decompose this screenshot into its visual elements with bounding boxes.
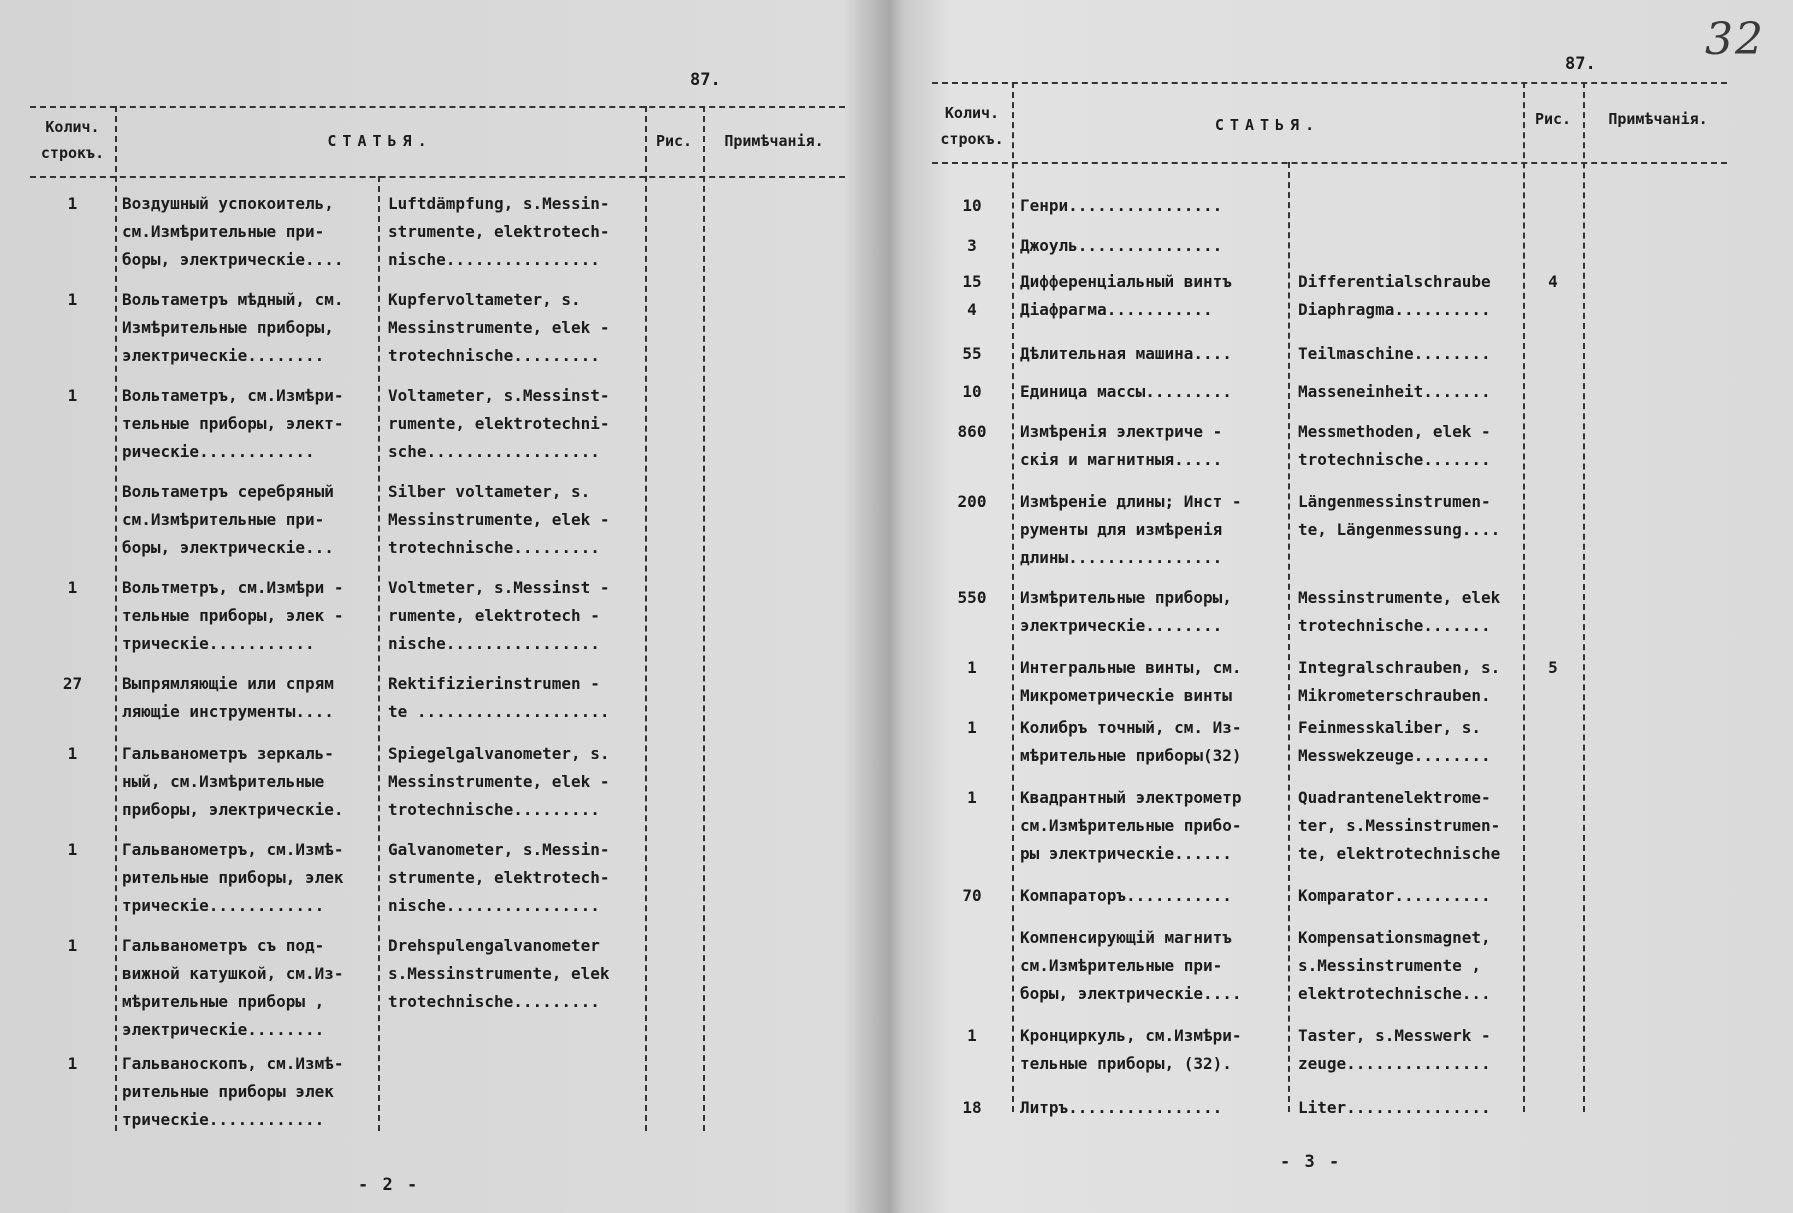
entry-quantity: 1 — [67, 1054, 78, 1073]
entry-russian-term: см.Измѣрительные прибо- — [1020, 816, 1242, 835]
right-page — [888, 0, 1793, 1213]
header-top-rule — [932, 82, 1727, 84]
entry-german-term: Drehspulengalvanometer — [388, 936, 600, 955]
entry-russian-term: Діафрагма........... — [1020, 300, 1213, 319]
header-qty: Колич. строкъ. — [940, 104, 1004, 148]
left-page — [0, 0, 885, 1213]
entry-russian-term: Дѣлительная машина.... — [1020, 344, 1232, 363]
entry-russian-term: Измѣренія электриче - — [1020, 422, 1223, 441]
entry-russian-term: мѣрительные приборы , — [122, 992, 325, 1011]
entry-russian-term: Дифференціальный винтъ — [1020, 272, 1232, 291]
entry-german-term: strumente, elektrotech- — [388, 868, 610, 887]
entry-german-term: elektrotechnische... — [1298, 984, 1491, 1003]
entry-german-term: Diaphragma.......... — [1298, 300, 1491, 319]
entry-german-term: Messwekzeuge........ — [1298, 746, 1491, 765]
entry-german-term: te, Längenmessung.... — [1298, 520, 1501, 539]
entry-german-term: Teilmaschine........ — [1298, 344, 1491, 363]
entry-quantity: 18 — [962, 1098, 982, 1117]
entry-russian-term: мѣрительные приборы(32) — [1020, 746, 1242, 765]
column-divider — [115, 106, 117, 1131]
handwritten-folio-number: 32 — [1705, 14, 1765, 65]
entry-russian-term: боры, электрическіе... — [122, 538, 334, 557]
entry-german-term: Liter............... — [1298, 1098, 1491, 1117]
entry-german-term: nische................ — [388, 250, 600, 269]
entry-quantity: 1 — [67, 936, 78, 955]
column-divider — [1583, 82, 1585, 1112]
entry-quantity: 1 — [967, 788, 977, 807]
entry-german-term: rumente, elektrotechni- — [388, 414, 610, 433]
entry-russian-term: см.Измѣрительные при- — [1020, 956, 1223, 975]
entry-figure-number: 4 — [1548, 272, 1558, 291]
entry-german-term: Rektifizierinstrumen - — [388, 674, 600, 693]
entry-russian-term: вижной катушкой, см.Из- — [122, 964, 344, 983]
entry-german-term: trotechnische......... — [388, 800, 600, 819]
entry-russian-term: Интегральные винты, см. — [1020, 658, 1242, 677]
entry-russian-term: электрическіе........ — [122, 346, 325, 365]
entry-russian-term: ры электрическіе...... — [1020, 844, 1232, 863]
header-notes: Примѣчанія. — [1608, 110, 1708, 128]
entry-russian-term: Кронциркуль, см.Измѣри- — [1020, 1026, 1242, 1045]
entry-german-term: s.Messinstrumente, elek — [388, 964, 610, 983]
entry-german-term: strumente, elektrotech- — [388, 222, 610, 241]
entry-quantity: 1 — [67, 578, 78, 597]
entry-german-term: te .................... — [388, 702, 610, 721]
entry-russian-term: Вольтаметръ серебряный — [122, 482, 334, 501]
entry-german-term: Messinstrumente, elek - — [388, 318, 610, 337]
entry-german-term: Messinstrumente, elek — [1298, 588, 1501, 607]
entry-german-term: Kupfervoltameter, s. — [388, 290, 581, 309]
entry-russian-term: Генри................ — [1020, 196, 1223, 215]
column-divider — [1012, 82, 1014, 1112]
entry-russian-term: Компараторъ........... — [1020, 886, 1232, 905]
header-bottom-rule — [932, 162, 1727, 164]
column-divider — [1288, 162, 1290, 1112]
entry-german-term: Taster, s.Messwerk - — [1298, 1026, 1491, 1045]
entry-russian-term: Выпрямляющіе или спрям — [122, 674, 334, 693]
entry-german-term: sche.................. — [388, 442, 600, 461]
entry-russian-term: Гальванометръ зеркаль- — [122, 744, 334, 763]
entry-quantity: 1 — [67, 386, 78, 405]
entry-russian-term: см.Измѣрительные при- — [122, 222, 325, 241]
entry-russian-term: Вольтаметръ, см.Измѣри- — [122, 386, 344, 405]
entry-quantity: 4 — [967, 300, 977, 319]
column-divider — [645, 106, 647, 1131]
entry-german-term: Masseneinheit....... — [1298, 382, 1491, 401]
entry-german-term: trotechnische......... — [388, 346, 600, 365]
entry-german-term: ter, s.Messinstrumen- — [1298, 816, 1501, 835]
entry-russian-term: Единица массы......... — [1020, 382, 1232, 401]
entry-russian-term: скія и магнитныя..... — [1020, 450, 1223, 469]
entry-german-term: Spiegelgalvanometer, s. — [388, 744, 610, 763]
entry-quantity: 70 — [962, 886, 982, 905]
left-page-top-number: 87. — [690, 70, 721, 90]
entry-russian-term: рительные приборы элек — [122, 1082, 334, 1101]
entry-german-term: Mikrometerschrauben. — [1298, 686, 1491, 705]
entry-quantity: 1 — [67, 290, 78, 309]
entry-quantity: 1 — [67, 194, 78, 213]
right-page-top-number: 87. — [1565, 54, 1596, 74]
column-divider — [1523, 82, 1525, 1112]
entry-russian-term: Гальваноскопъ, см.Измѣ- — [122, 1054, 344, 1073]
left-page-footer: - 2 - — [358, 1175, 420, 1195]
entry-russian-term: Гальванометръ съ под- — [122, 936, 325, 955]
entry-quantity: 1 — [967, 1026, 977, 1045]
entry-german-term: te, elektrotechnische — [1298, 844, 1501, 863]
entry-russian-term: Микрометрическіе винты — [1020, 686, 1232, 705]
entry-russian-term: Измѣрительные приборы, — [1020, 588, 1232, 607]
entry-quantity: 1 — [967, 658, 977, 677]
entry-german-term: Silber voltameter, s. — [388, 482, 591, 501]
entry-russian-term: рительные приборы, элек — [122, 868, 344, 887]
entry-russian-term: электрическіе........ — [1020, 616, 1223, 635]
entry-german-term: Quadrantenelektrome- — [1298, 788, 1491, 807]
entry-german-term: Messinstrumente, elek - — [388, 772, 610, 791]
entry-russian-term: боры, электрическіе.... — [122, 250, 344, 269]
entry-quantity: 1 — [67, 840, 78, 859]
column-divider — [378, 176, 380, 1131]
entry-german-term: rumente, elektrotech - — [388, 606, 600, 625]
entry-quantity: 10 — [962, 196, 982, 215]
entry-quantity: 3 — [967, 236, 977, 255]
entry-russian-term: трическіе............ — [122, 1110, 325, 1129]
entry-german-term: trotechnische....... — [1298, 450, 1491, 469]
entry-german-term: Kompensationsmagnet, — [1298, 928, 1491, 947]
entry-german-term: Luftdämpfung, s.Messin- — [388, 194, 610, 213]
entry-russian-term: ный, см.Измѣрительные — [122, 772, 325, 791]
entry-figure-number: 5 — [1548, 658, 1558, 677]
entry-russian-term: Компенсирующій магнитъ — [1020, 928, 1232, 947]
entry-russian-term: трическіе........... — [122, 634, 315, 653]
entry-russian-term: Вольтаметръ мѣдный, см. — [122, 290, 344, 309]
entry-quantity: 55 — [962, 344, 982, 363]
header-article: СТАТЬЯ. — [327, 132, 433, 150]
entry-russian-term: Гальванометръ, см.Измѣ- — [122, 840, 344, 859]
header-figure: Рис. — [655, 132, 693, 150]
entry-german-term: Voltameter, s.Messinst- — [388, 386, 610, 405]
entry-quantity: 1 — [967, 718, 977, 737]
entry-german-term: Messinstrumente, elek - — [388, 510, 610, 529]
entry-russian-term: длины................ — [1020, 548, 1223, 567]
entry-quantity: 27 — [62, 674, 83, 693]
entry-russian-term: электрическіе........ — [122, 1020, 325, 1039]
header-article: СТАТЬЯ. — [1214, 116, 1321, 134]
header-top-rule — [30, 106, 845, 108]
entry-german-term: nische................ — [388, 634, 600, 653]
entry-russian-term: боры, электрическіе.... — [1020, 984, 1242, 1003]
header-qty: Колич. строкъ. — [40, 118, 105, 162]
entry-quantity: 860 — [957, 422, 987, 441]
entry-german-term: Komparator.......... — [1298, 886, 1491, 905]
entry-quantity: 200 — [957, 492, 987, 511]
entry-german-term: Differentialschraube — [1298, 272, 1491, 291]
entry-quantity: 1 — [67, 744, 78, 763]
entry-german-term: trotechnische....... — [1298, 616, 1491, 635]
entry-german-term: Längenmessinstrumen- — [1298, 492, 1491, 511]
entry-russian-term: Литръ................ — [1020, 1098, 1223, 1117]
entry-german-term: zeuge............... — [1298, 1054, 1491, 1073]
entry-russian-term: Измѣреніе длины; Инст - — [1020, 492, 1242, 511]
entry-russian-term: тельные приборы, элект- — [122, 414, 344, 433]
header-notes: Примѣчанія. — [724, 132, 824, 150]
entry-german-term: Feinmesskaliber, s. — [1298, 718, 1482, 737]
header-bottom-rule — [30, 176, 845, 178]
entry-german-term: Voltmeter, s.Messinst - — [388, 578, 610, 597]
entry-russian-term: Измѣрительные приборы, — [122, 318, 334, 337]
entry-russian-term: Колибръ точный, см. Из- — [1020, 718, 1242, 737]
entry-russian-term: Вольтметръ, см.Измѣри - — [122, 578, 344, 597]
entry-russian-term: см.Измѣрительные при- — [122, 510, 325, 529]
entry-russian-term: Джоуль............... — [1020, 236, 1223, 255]
entry-german-term: trotechnische......... — [388, 538, 600, 557]
entry-russian-term: ляющіе инструменты.... — [122, 702, 334, 721]
entry-quantity: 15 — [962, 272, 982, 291]
entry-german-term: Messmethoden, elek - — [1298, 422, 1491, 441]
entry-german-term: Galvanometer, s.Messin- — [388, 840, 610, 859]
entry-german-term: s.Messinstrumente , — [1298, 956, 1482, 975]
entry-russian-term: рическіе............ — [122, 442, 315, 461]
entry-german-term: nische................ — [388, 896, 600, 915]
entry-russian-term: приборы, электрическіе. — [122, 800, 344, 819]
entry-russian-term: Квадрантный электрометр — [1020, 788, 1242, 807]
header-figure: Рис. — [1534, 110, 1572, 128]
entry-quantity: 550 — [957, 588, 987, 607]
entry-russian-term: рументы для измѣренія — [1020, 520, 1223, 539]
entry-russian-term: тельные приборы, элек - — [122, 606, 344, 625]
entry-german-term: Integralschrauben, s. — [1298, 658, 1501, 677]
entry-russian-term: тельные приборы, (32). — [1020, 1054, 1232, 1073]
column-divider — [703, 106, 705, 1131]
entry-russian-term: Воздушный успокоитель, — [122, 194, 334, 213]
entry-quantity: 10 — [962, 382, 982, 401]
entry-german-term: trotechnische......... — [388, 992, 600, 1011]
entry-russian-term: трическіе............ — [122, 896, 325, 915]
right-page-footer: - 3 - — [1280, 1152, 1342, 1172]
